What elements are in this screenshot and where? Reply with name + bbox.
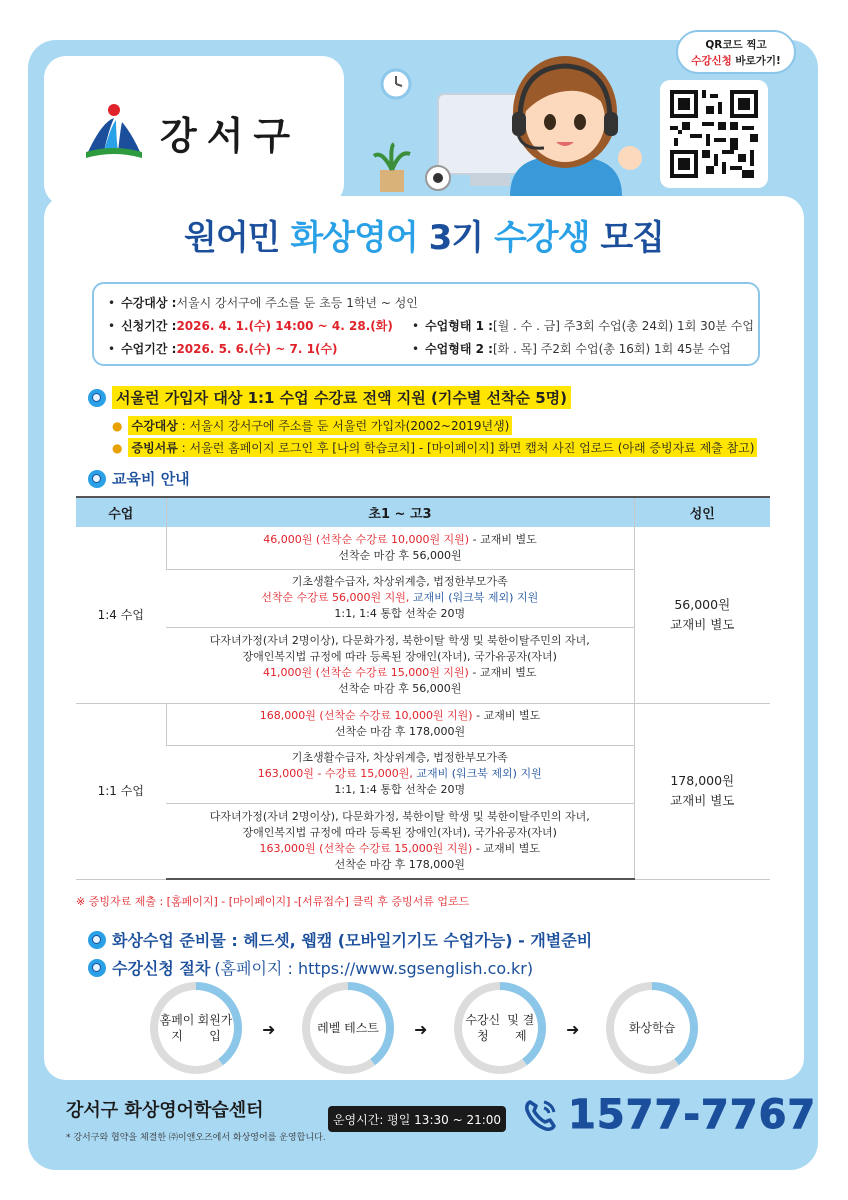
group1-row2-line3: 1:1, 1:4 통합 선착순 20명 [334,607,466,620]
info-type1-row [412,317,754,334]
info-type1-value: [월 . 수 . 금] 주3회 수업(총 24회) 1회 30분 수업 [492,319,754,333]
group2-row2-line1: 기초생활수급자, 차상위계층, 법정한부모가족 [291,751,508,764]
info-type1-label: 수업형태 1 : [425,319,493,333]
group2-adult-note: 교재비 별도 [670,793,735,808]
phone-number-text: 1577-7767 [568,1092,817,1138]
title-part3: 3기 [417,218,494,258]
info-type2-label: 수업형태 2 : [425,342,493,356]
seoul-learn-docs-text [128,438,757,457]
seoul-learn-docs [112,438,757,457]
step-2-line1: 레벨 테스트 [317,1021,379,1035]
bullet-icon: • [108,296,116,310]
page-title [0,210,848,259]
group2-row3 [166,803,634,879]
apply-heading [88,956,533,979]
info-apply-value: 2026. 4. 1.(수) 14:00 ~ 4. 28.(화) [176,319,393,333]
step-3-line1: 수강신청 [465,1013,501,1043]
apply-label: 수강신청 절차 [112,959,211,978]
seoul-learn-heading [88,386,571,409]
gangseo-logo [82,102,300,162]
step-3-label [462,990,538,1066]
magnifier-icon [88,931,106,949]
step-2-label [310,990,386,1066]
seoul-learn-target-text [128,416,512,435]
fee-heading-text: 교육비 안내 [112,470,190,488]
qr-code-icon [670,90,758,178]
center-name: 강서구 화상영어학습센터 [66,1100,264,1121]
seoul-learn-heading-text: 서울런 가입자 대상 1:1 수업 수강료 전액 지원 (기수별 선착순 5명) [112,386,571,409]
seoul-learn-target [112,416,512,435]
group1-row3-rest: - 교재비 별도 [468,666,537,679]
operating-hours: 운영시간: 평일 13:30 ~ 21:00 [328,1106,506,1132]
group2-row2 [166,745,634,803]
course-info-box [92,282,760,366]
group2-row1-rest: - 교재비 별도 [472,709,541,722]
step-1-line2: 회원가입 [197,1013,233,1043]
group1-row2 [166,569,634,627]
bullet-icon: ● [112,440,123,455]
step-1 [150,982,242,1074]
group1-adult-price: 56,000원 [674,596,731,612]
qr-callout-line1: QR코드 찍고 [705,39,767,51]
group2-row3-red: 163,000원 (선착순 수강료 15,000원 지원) [259,841,473,855]
seoul-learn-target-value: : 서울시 강서구에 주소를 둔 서울런 가입자(2002~2019년생) [177,419,510,433]
group1-adult-note: 교재비 별도 [670,616,735,632]
group1-row3-red: 41,000원 (선착순 수강료 15,000원 지원) [263,666,469,679]
info-apply-row [108,317,393,334]
group1-row3 [166,627,634,703]
group2-row2-blue: 교재비 (워크북 제외) 지원 [416,767,542,780]
step-1-label [158,990,234,1066]
operator-illustration [360,46,660,196]
group1-row2-blue: 교재비 (워크북 제외) 지원 [412,591,539,604]
qr-callout-rest: 바로가기! [731,55,781,67]
step-3-line2: 및 결제 [507,1013,535,1043]
apply-url-link[interactable]: (홈페이지 : https://www.sgsenglish.co.kr) [214,959,534,978]
evidence-note: ※ 증빙자료 제출 : [홈페이지] - [마이페이지] -[서류접수] 클릭 후 증빙서류 업로드 [76,895,470,908]
group1-row2-line1: 기초생활수급자, 차상위계층, 법정한부모가족 [291,575,508,588]
header-class: 수업 [76,497,166,527]
group2-adult [634,703,770,879]
group1-row1-line2: 선착순 마감 후 56,000원 [338,548,462,562]
group1-row1-red: 46,000원 (선착순 수강료 10,000원 지원) [263,532,470,546]
group1-label: 1:4 수업 [76,527,166,703]
fee-table [76,496,770,880]
info-class-label: 수업기간 : [121,342,177,356]
seoul-learn-docs-value: : 서울런 홈페이지 로그인 후 [나의 학습코치] - [마이페이지] 화면 캡처 사진 업로드 (아래 증빙자료 제출 참고) [177,441,755,455]
step-4-line1: 화상학습 [628,1021,676,1035]
group2-row1-line2: 선착순 마감 후 178,000원 [334,725,466,738]
step-4-label [614,990,690,1066]
prep-heading [88,928,592,951]
group1-row1 [166,527,634,569]
group1-adult [634,527,770,703]
application-steps [150,982,710,1078]
table-row [76,527,770,569]
magnifier-icon [88,470,106,488]
bullet-icon: • [412,342,420,356]
group2-row3-line4: 선착순 마감 후 178,000원 [334,857,465,871]
group2-row1 [166,703,634,745]
group2-label: 1:1 수업 [76,703,166,879]
phone-number[interactable] [520,1092,816,1138]
bullet-icon: • [108,342,116,356]
info-apply-label: 신청기간 : [121,319,177,333]
info-target-label: 수강대상 : [121,296,177,310]
magnifier-icon [88,389,106,407]
info-target-row [108,294,418,311]
seoul-learn-docs-label: 증빙서류 [131,441,178,455]
group2-row2-red: 163,000원 - 수강료 15,000원, [257,767,417,780]
step-4 [606,982,698,1074]
qr-code[interactable] [660,80,768,188]
gangseo-emblem-icon [82,102,146,162]
magnifier-icon [88,959,106,977]
bullet-icon: • [412,319,420,333]
bullet-icon: ● [112,418,123,433]
info-type2-row [412,340,731,357]
arrow-right-icon: ➜ [262,1020,276,1039]
step-1-line1: 홈페이지 [159,1013,195,1043]
info-class-row [108,340,338,357]
group2-adult-price: 178,000원 [670,773,735,788]
logo-text: 강서구 [160,112,301,158]
fee-heading [88,468,190,489]
title-part5: 모집 [589,218,665,258]
phone-icon [520,1094,562,1136]
group1-row3-line4: 선착순 마감 후 56,000원 [338,682,462,695]
group2-row3-rest: - 교재비 별도 [472,841,540,855]
operator-note: * 강서구와 협약을 체결한 ㈜이앤오즈에서 화상영어를 운영합니다. [66,1133,326,1143]
bullet-icon: • [108,319,116,333]
group2-row3-line2: 장애인복지법 규정에 따라 등록된 장애인(자녀), 국가유공자(자녀) [242,825,557,839]
arrow-right-icon: ➜ [414,1020,428,1039]
arrow-right-icon: ➜ [566,1020,580,1039]
group2-row2-line3: 1:1, 1:4 통합 선착순 20명 [334,783,466,796]
qr-callout-highlight: 수강신청 [691,55,732,67]
title-part1: 원어민 [183,218,291,258]
qr-callout [676,30,796,74]
header-students: 초1 ~ 고3 [166,497,634,527]
info-type2-value: [화 . 목] 주2회 수업(총 16회) 1회 45분 수업 [492,342,731,356]
group2-row1-red: 168,000원 (선착순 수강료 10,000원 지원) [259,709,473,722]
group1-row1-rest: - 교재비 별도 [469,532,537,546]
group1-row3-line2: 장애인복지법 규정에 따라 등록된 장애인(자녀), 국가유공자(자녀) [242,650,557,663]
group2-row3-line1: 다자녀가정(자녀 2명이상), 다문화가정, 북한이탈 학생 및 북한이탈주민의 자녀, [209,809,590,823]
table-row [76,703,770,745]
group1-row3-line1: 다자녀가정(자녀 2명이상), 다문화가정, 북한이탈 학생 및 북한이탈주민의 자녀, [209,634,590,647]
group1-row2-red: 선착순 수강료 56,000원 지원, [261,591,413,604]
info-target-value: 서울시 강서구에 주소를 둔 초등 1학년 ~ 성인 [176,296,418,310]
qr-callout-line2 [678,53,794,69]
title-highlight-2: 수강생 [493,218,590,258]
table-header-row [76,497,770,527]
seoul-learn-target-label: 수강대상 [131,419,178,433]
info-class-value: 2026. 5. 6.(수) ~ 7. 1(수) [176,342,338,356]
header-adult: 성인 [634,497,770,527]
step-2 [302,982,394,1074]
step-3 [454,982,546,1074]
prep-text: 화상수업 준비물 : 헤드셋, 웹캠 (모바일기기도 수업가능) - 개별준비 [112,931,593,950]
title-highlight-1: 화상영어 [290,218,418,258]
